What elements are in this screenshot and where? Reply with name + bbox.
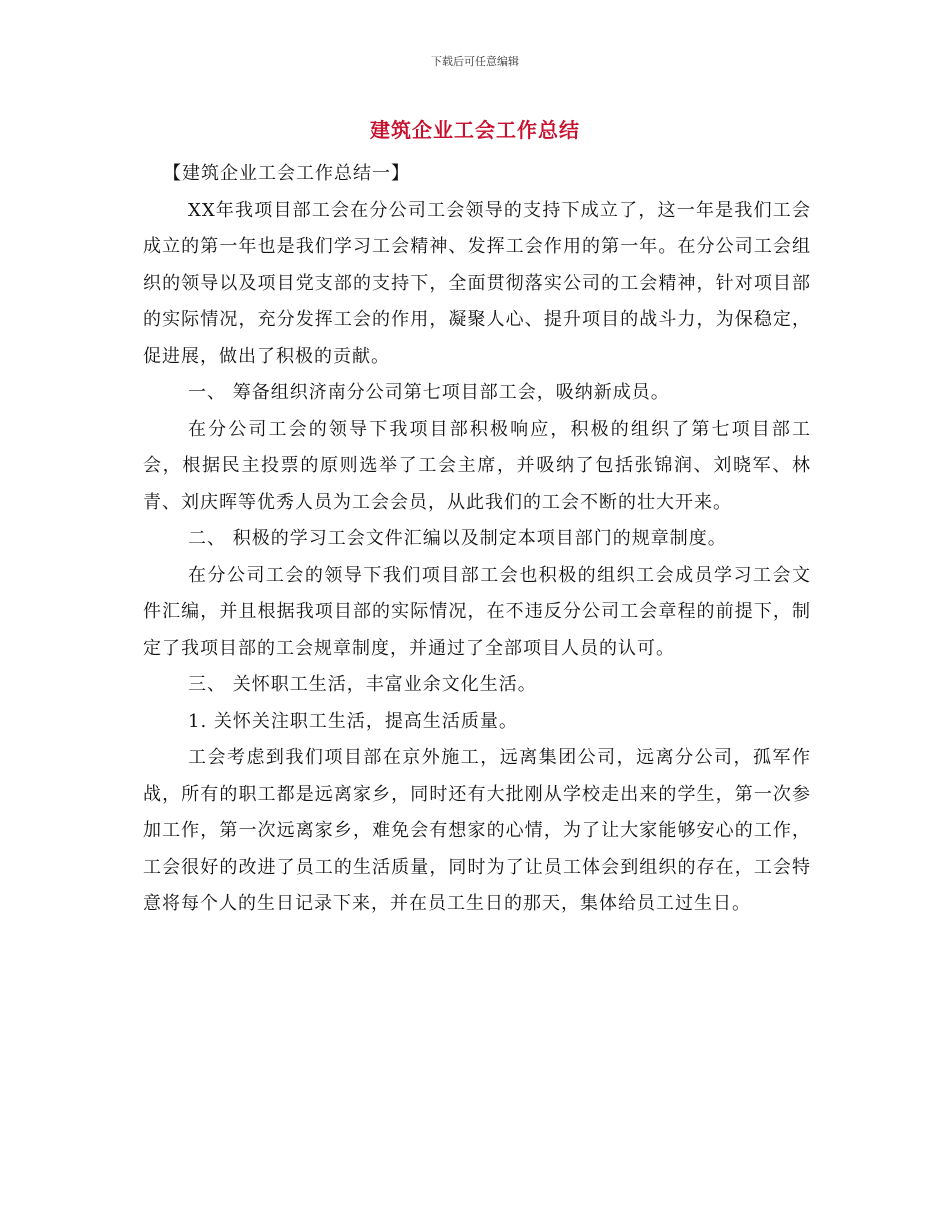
section-heading: 二、 积极的学习工会文件汇编以及制定本项目部门的规章制度。 <box>188 528 727 549</box>
section-heading: 一、 筹备组织济南分公司第七项目部工会，吸纳新成员。 <box>188 382 670 403</box>
paragraph: XX年我项目部工会在分公司工会领导的支持下成立了，这一年是我们工会成立的第一年也是我们学习工会精神、发挥工会作用的第一年。在分公司工会组织的领导以及项目党支部的支持下，全面贯彻落实公司的工会精神，针对项目部的实际情况，充分发挥工会的作用，凝聚人心、提升项目的战斗力，为保稳定，促进展，做出了积极的贡献。 <box>143 199 811 367</box>
paragraph: 工会考虑到我们项目部在京外施工，远离集团公司，远离分公司，孤军作战，所有的职工都是远离家乡，同时还有大批刚从学校走出来的学生，第一次参加工作，第一次远离家乡，难免会有想家的心情，为了让大家能够安心的工作，工会很好的改进了员工的生活质量，同时为了让员工体会到组织的存在，工会特意将每个人的生日记录下来，并在员工生日的那天，集体给员工过生日。 <box>143 747 811 914</box>
document-body <box>143 156 811 923</box>
paragraph: 在分公司工会的领导下我项目部积极响应，积极的组织了第七项目部工会，根据民主投票的原则选举了工会主席，并吸纳了包括张锦润、刘晓军、林青、刘庆晖等优秀人员为工会会员，从此我们的工会不断的壮大开来。 <box>143 418 811 513</box>
section-heading: 三、 关怀职工生活，丰富业余文化生活。 <box>188 674 537 695</box>
paragraph: 在分公司工会的领导下我们项目部工会也积极的组织工会成员学习工会文件汇编，并且根据我项目部的实际情况，在不违反分公司工会章程的前提下，制定了我项目部的工会规章制度，并通过了全部项目人员的认可。 <box>143 564 811 659</box>
header-note: 下载后可任意编辑 <box>431 55 519 68</box>
subsection-heading: 1. 关怀关注职工生活，提高生活质量。 <box>188 710 518 732</box>
section-heading: 【建筑企业工会工作总结一】 <box>163 163 410 184</box>
document-title: 建筑企业工会工作总结 <box>370 118 580 142</box>
